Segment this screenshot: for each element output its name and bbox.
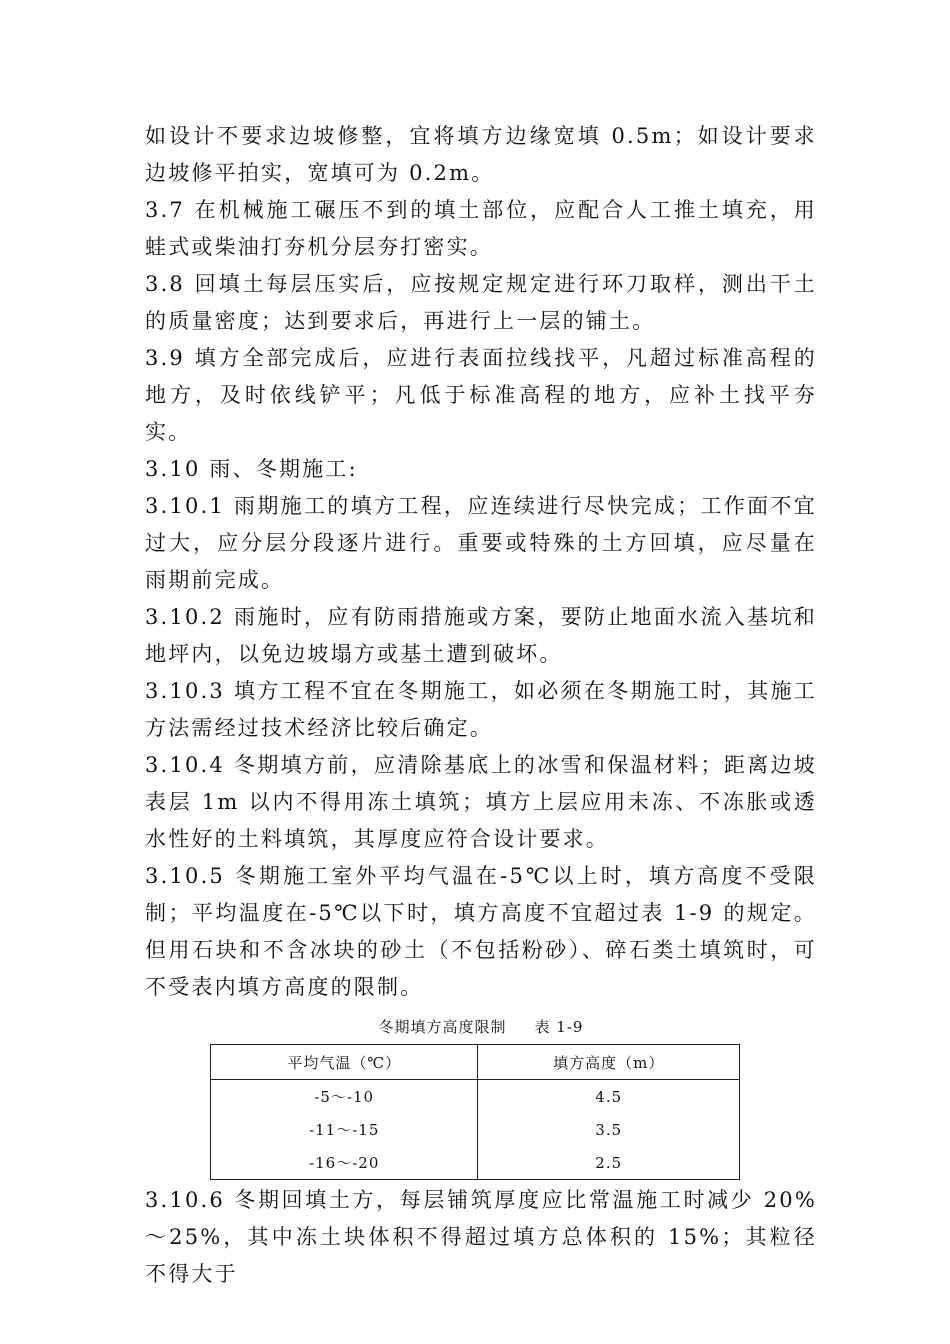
paragraph-3-7: 3.7 在机械施工碾压不到的填土部位，应配合人工推土填充，用蛙式或柴油打夯机分层夯打密实。 (145, 198, 817, 259)
document-page (145, 118, 817, 1293)
paragraph-3-10-5: 3.10.5 冬期施工室外平均气温在-5℃以上时，填方高度不受限制；平均温度在-5℃以下时，填方高度不宜超过表 1-9 的规定。但用石块和不含冰块的砂土（不包括粉砂）、碎石类土填筑时，可不受表内填方高度的限制。 (145, 864, 817, 999)
table-caption-number: 表 1-9 (534, 1018, 584, 1036)
table-cell-temperature: -5～-10 (211, 1080, 478, 1114)
paragraph-3-10-4: 3.10.4 冬期填方前，应清除基底上的冰雪和保温材料；距离边坡表层 1m 以内不得用冻土填筑；填方上层应用未冻、不冻胀或透水性好的土料填筑，其厚度应符合设计要求。 (145, 753, 817, 851)
table-row (211, 1146, 740, 1180)
table-header-temperature: 平均气温（℃） (211, 1045, 478, 1080)
paragraph-3-10-6: 3.10.6 冬期回填土方，每层铺筑厚度应比常温施工时减少 20%～25%，其中冻土块体积不得超过填方总体积的 15%；其粒径不得大于 (145, 1188, 817, 1286)
table-cell-fill-height: 2.5 (478, 1146, 740, 1180)
table-cell-temperature: -16～-20 (211, 1146, 478, 1180)
table-row (211, 1113, 740, 1146)
paragraph-3-9: 3.9 填方全部完成后，应进行表面拉线找平，凡超过标准高程的地方，及时依线铲平；凡低于标准高程的地方，应补土找平夯实。 (145, 346, 817, 444)
paragraph-3-10-3: 3.10.3 填方工程不宜在冬期施工，如必须在冬期施工时，其施工方法需经过技术经济比较后确定。 (145, 679, 817, 740)
table-caption-title: 冬期填方高度限制 (378, 1018, 507, 1036)
paragraph-3-10-1: 3.10.1 雨期施工的填方工程，应连续进行尽快完成；工作面不宜过大，应分层分段逐片进行。重要或特殊的土方回填，应尽量在雨期前完成。 (145, 494, 817, 592)
table-cell-fill-height: 3.5 (478, 1113, 740, 1146)
fill-height-limit-table (210, 1044, 740, 1180)
paragraph-3-10-2: 3.10.2 雨施时，应有防雨措施或方案，要防止地面水流入基坑和地坪内，以免边坡塌方或基土遭到破坏。 (145, 605, 817, 666)
paragraph-3-10-heading: 3.10 雨、冬期施工: (145, 457, 358, 481)
table-header-row (211, 1045, 740, 1080)
table-header-fill-height: 填方高度（m） (478, 1045, 740, 1080)
table-cell-temperature: -11～-15 (211, 1113, 478, 1146)
paragraph-3-8: 3.8 回填土每层压实后，应按规定规定进行环刀取样，测出干土的质量密度；达到要求后，再进行上一层的铺土。 (145, 272, 817, 333)
table-row (211, 1080, 740, 1114)
table-caption (145, 1012, 817, 1042)
paragraph-slope-widening: 如设计不要求边坡修整，宜将填方边缘宽填 0.5m；如设计要求边坡修平拍实，宽填可为 0.2m。 (145, 124, 817, 185)
table-cell-fill-height: 4.5 (478, 1080, 740, 1114)
